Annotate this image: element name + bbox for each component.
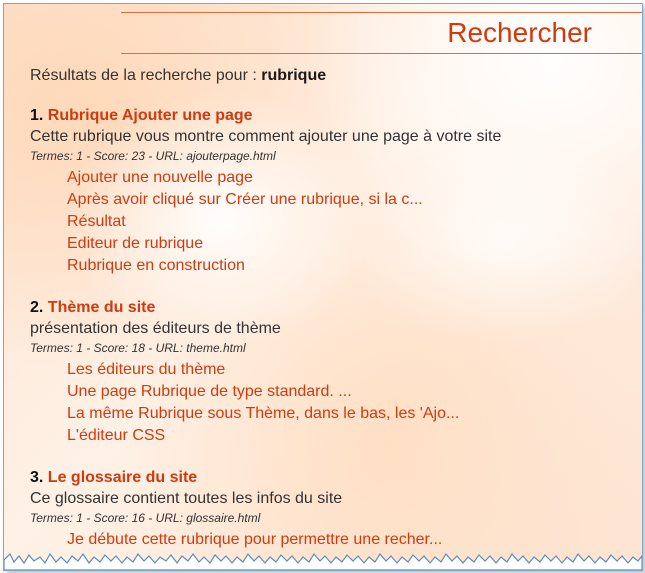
result-number: 1. [30,107,44,124]
result-description: Ce glossaire contient toutes les infos du site [30,490,343,507]
search-summary [30,67,630,85]
sub-link[interactable]: Après avoir cliqué sur Créer une rubrique, si la c... [67,191,423,208]
sub-link[interactable]: Editeur de rubrique [67,235,204,252]
result-meta: Termes: 1 - Score: 23 - URL: ajouterpage.html [30,149,276,163]
result-title-link[interactable]: Thème du site [47,299,156,316]
page-title: Rechercher [447,17,592,48]
search-result [30,299,630,447]
search-results-frame [3,3,643,571]
sub-link[interactable]: L'éditeur CSS [67,427,166,444]
sub-link[interactable]: Je débute cette rubrique pour permettre une recher... [67,531,443,548]
result-title-link[interactable]: Rubrique Ajouter une page [47,107,253,124]
result-heading [30,299,630,317]
sub-link[interactable]: Les éditeurs du thème [67,361,226,378]
result-number: 2. [30,299,44,316]
sub-link[interactable]: Résultat [67,213,126,230]
result-description: présentation des éditeurs de thème [30,320,281,337]
title-bar [121,12,642,54]
result-sub-links [67,167,630,277]
result-description: Cette rubrique vous montre comment ajouter une page à votre site [30,128,502,145]
search-result [30,469,630,551]
torn-edge-decoration [4,548,642,570]
result-sub-links [67,359,630,447]
result-heading [30,107,630,125]
search-summary-label: Résultats de la recherche pour : [30,67,262,84]
result-meta: Termes: 1 - Score: 16 - URL: glossaire.html [30,511,261,525]
result-title-link[interactable]: Le glossaire du site [47,469,198,486]
sub-link[interactable]: Ajouter une nouvelle page [67,169,253,186]
search-content [30,67,630,551]
search-result [30,107,630,277]
sub-link[interactable]: La même Rubrique sous Thème, dans le bas, les 'Ajo... [67,405,460,422]
sub-link[interactable]: Rubrique en construction [67,257,245,274]
result-number: 3. [30,469,44,486]
result-heading [30,469,630,487]
sub-link[interactable]: Une page Rubrique de type standard. ... [67,383,352,400]
result-meta: Termes: 1 - Score: 18 - URL: theme.html [30,341,246,355]
search-query: rubrique [261,67,327,84]
